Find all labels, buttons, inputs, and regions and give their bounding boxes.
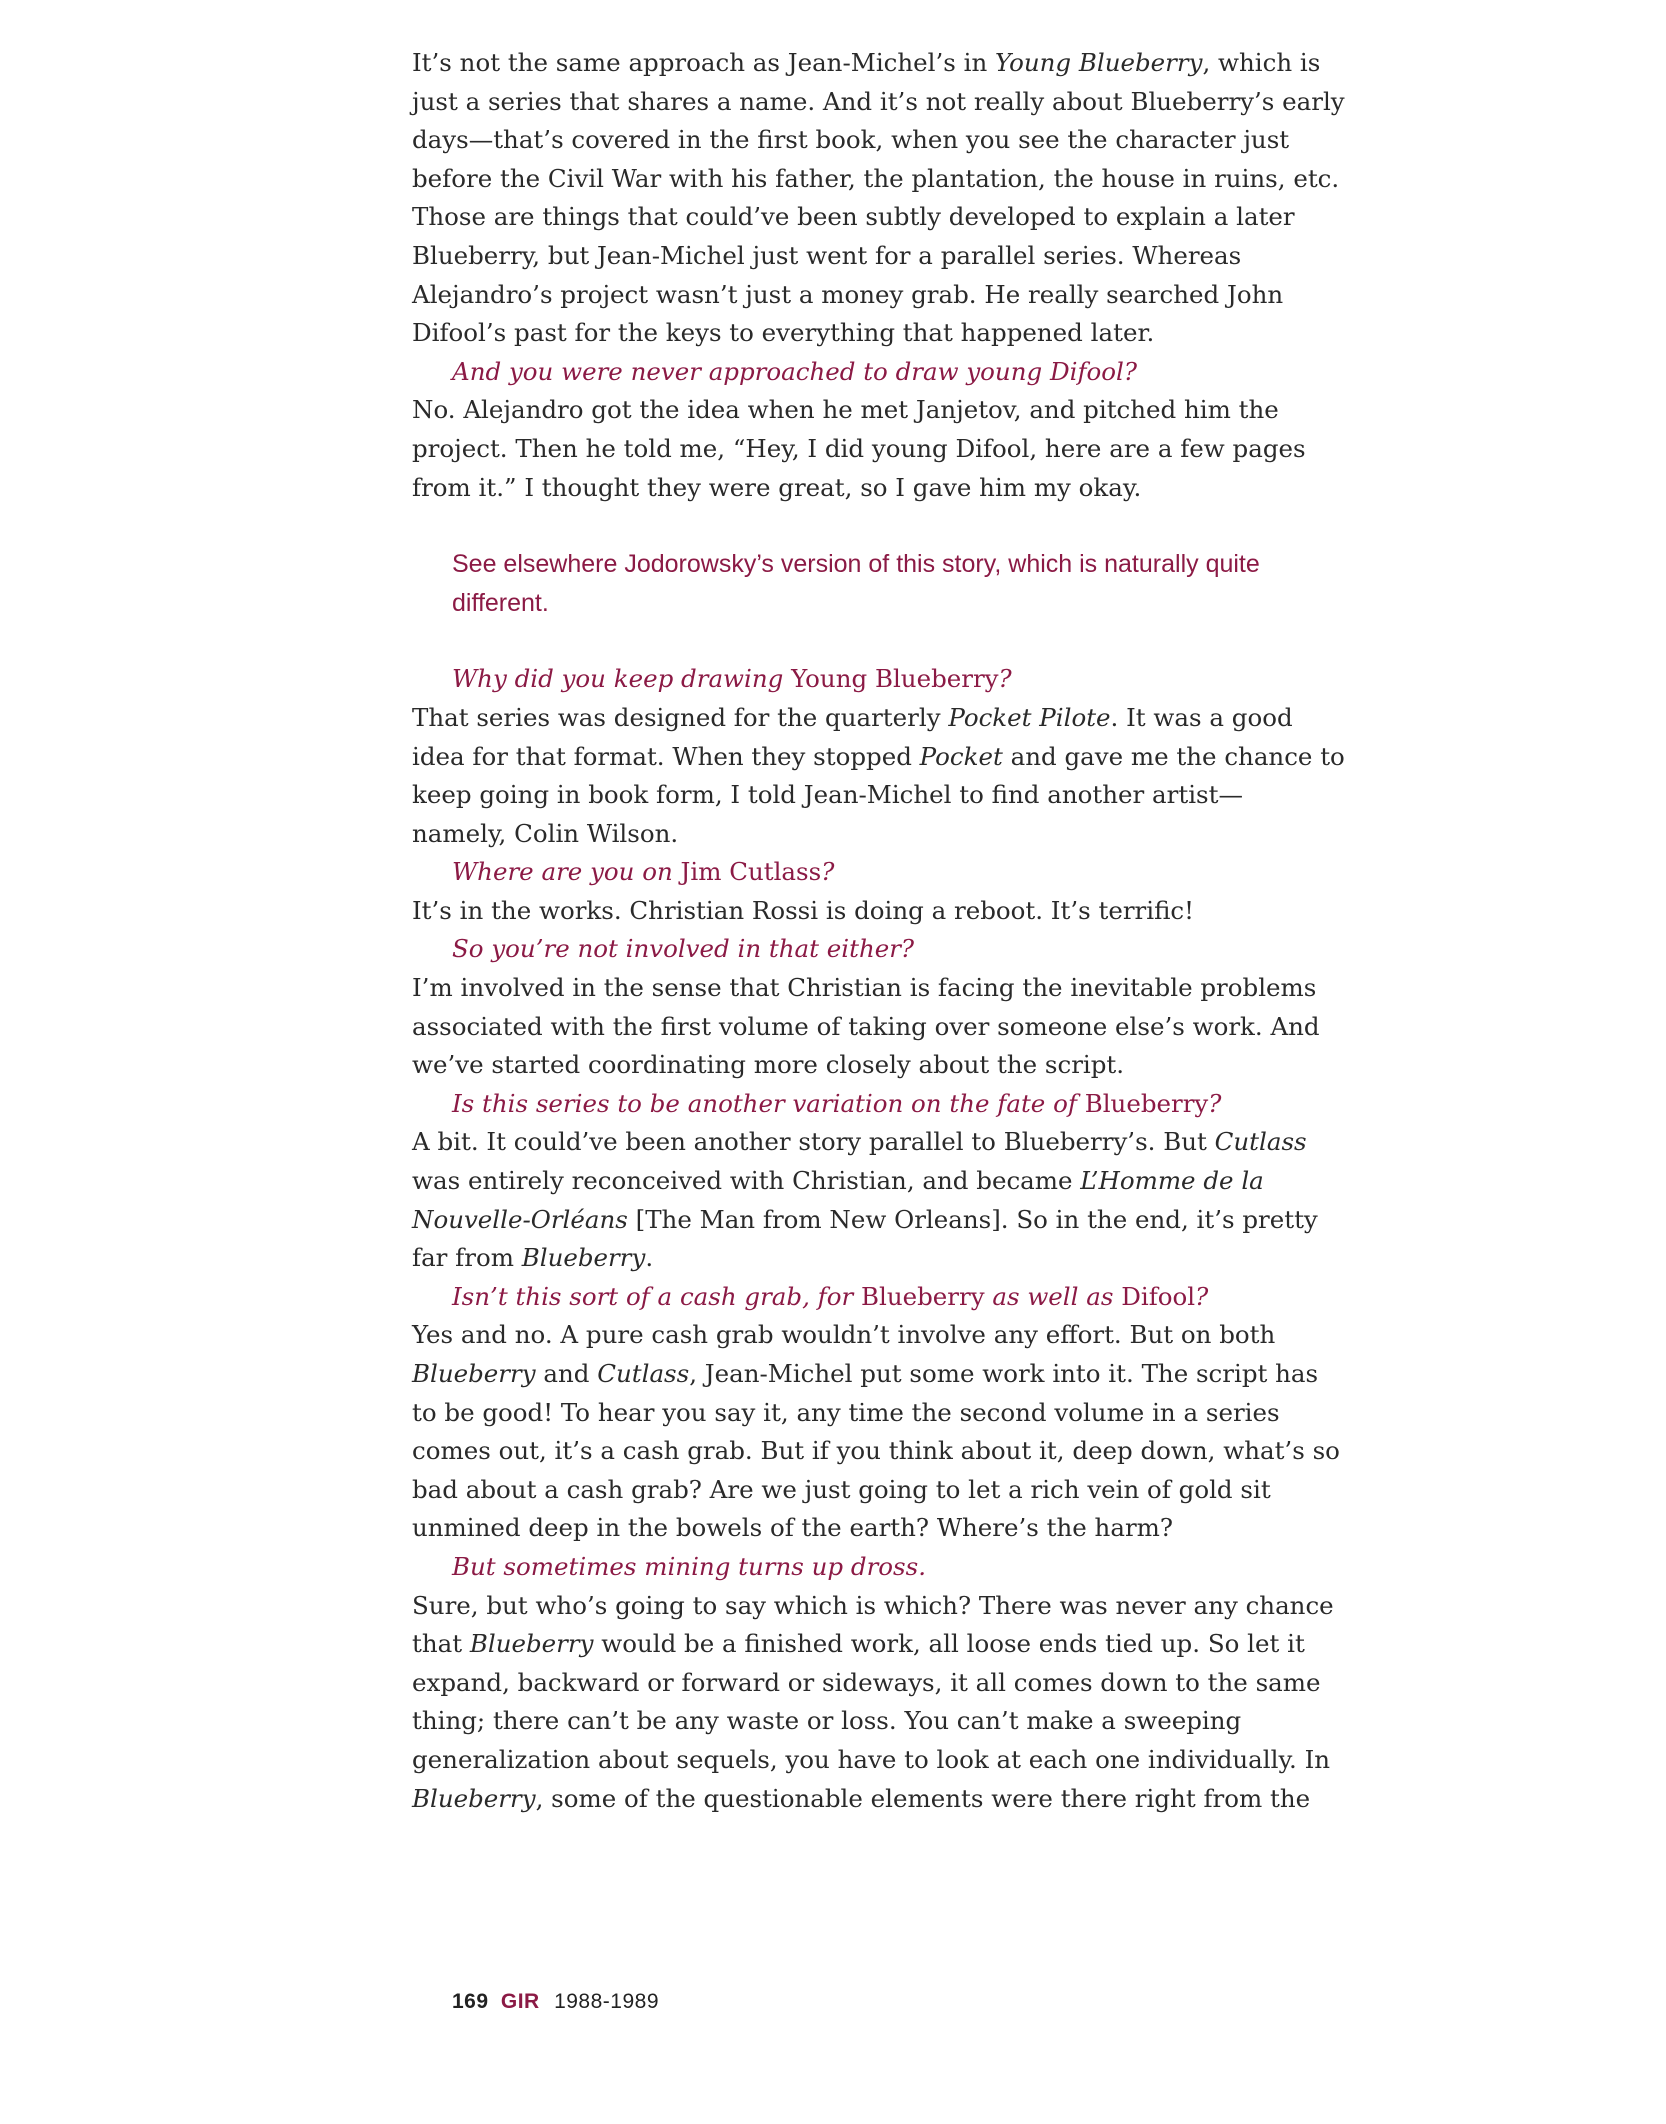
text-run: project. Then he told me, “Hey, I did young Difool, here are a few pages (412, 433, 1306, 463)
question-run: ? (1195, 1281, 1209, 1311)
interview-question (412, 1278, 1352, 1317)
text-run: Alejandro’s project wasn’t just a money grab. He really searched John (412, 279, 1284, 309)
text-run: No. Alejandro got the idea when he met Janjetov, and pitched him the (412, 395, 1279, 425)
interview-question (412, 1085, 1352, 1124)
italic-title: Blueberry (469, 1629, 594, 1659)
text-run: Blueberry, but Jean-Michel just went for a parallel series. Whereas (412, 240, 1242, 270)
text-run: namely, Colin Wilson. (412, 818, 679, 848)
text-run: comes out, it’s a cash grab. But if you think about it, deep down, what’s so (412, 1436, 1340, 1466)
question-run: Isn’t this sort of a cash grab, for (452, 1281, 861, 1311)
text-run: , which is (1202, 48, 1321, 77)
text-run: idea for that format. When they stopped (412, 741, 920, 771)
question-run: Is this series to be another variation on the fate of (452, 1088, 1085, 1118)
body-line (412, 391, 1352, 430)
body-line (412, 699, 1352, 738)
text-run: , some of the questionable elements were there right from the (535, 1783, 1311, 1813)
upright-title: Blueberry (861, 1281, 985, 1311)
upright-title: Blueberry (1084, 1088, 1209, 1118)
body-line (412, 1741, 1352, 1780)
text-run: It’s not the same approach as Jean-Michel’s in (412, 48, 996, 77)
text-run: A bit. It could’ve been another story parallel to Blueberry’s. But (412, 1127, 1215, 1157)
body-line (412, 276, 1352, 315)
body-line (412, 1201, 1352, 1240)
text-run: before the Civil War with his father, the plantation, the house in ruins, etc. (412, 163, 1340, 193)
body-line (412, 1046, 1352, 1085)
text-run: generalization about sequels, you have to look at each one individually. In (412, 1744, 1331, 1774)
question-run: ? (821, 857, 835, 887)
body-line (412, 892, 1352, 931)
text-run: [The Man from New Orleans]. So in the end, it’s pretty (627, 1204, 1318, 1234)
interview-question (412, 660, 1352, 699)
italic-title: Blueberry (521, 1243, 646, 1273)
body-line (412, 121, 1352, 160)
text-run: associated with the first volume of taking over someone else’s work. And (412, 1011, 1320, 1041)
years-label: 1988-1989 (554, 1990, 660, 2013)
body-line (412, 160, 1352, 199)
italic-title: Blueberry (412, 1359, 536, 1388)
text-run: It’s in the works. Christian Rossi is doing a reboot. It’s terrific! (412, 895, 1194, 925)
body-line (412, 1625, 1352, 1664)
italic-title: L’Homme de la (1080, 1166, 1264, 1196)
text-run: Sure, but who’s going to say which is which? There was never any chance (412, 1590, 1334, 1620)
text-run: Those are things that could’ve been subtly developed to explain a later (412, 202, 1295, 232)
text-run: far from (412, 1243, 522, 1273)
text-run: expand, backward or forward or sideways, it all comes down to the same (412, 1667, 1321, 1697)
text-run: just a series that shares a name. And it’s not really about Blueberry’s early (412, 86, 1345, 116)
body-line (412, 237, 1352, 276)
text-run: Difool’s past for the keys to everything that happened later. (412, 318, 1155, 348)
body-line (412, 1162, 1352, 1201)
body-line (412, 44, 1352, 83)
question-run: ? (998, 664, 1012, 694)
italic-title: Blueberry (412, 1783, 536, 1813)
text-run: unmined deep in the bowels of the earth? Where’s the harm? (412, 1513, 1174, 1543)
body-line (412, 1123, 1352, 1162)
text-run: I’m involved in the sense that Christian is facing the inevitable problems (412, 973, 1317, 1003)
italic-title: Young Blueberry (995, 48, 1203, 77)
text-run: , Jean-Michel put some work into it. The script has (689, 1359, 1319, 1388)
body-line (412, 430, 1352, 469)
italic-title: Cutlass (597, 1359, 690, 1388)
text-run: would be a finished work, all loose ends tied up. So let it (593, 1629, 1305, 1659)
body-line (412, 1702, 1352, 1741)
text-run: and gave me the chance to (1002, 741, 1345, 771)
interview-question: And you were never approached to draw young Difool? (452, 356, 1137, 386)
question-run: Why did you keep drawing (452, 664, 792, 694)
body-line (412, 1394, 1352, 1433)
italic-title: Pocket (919, 741, 1003, 771)
body-line (412, 469, 1352, 508)
text-run: from it.” I thought they were great, so I gave him my okay. (412, 472, 1142, 502)
page-footer (452, 1990, 659, 2014)
text-run: Yes and no. A pure cash grab wouldn’t involve any effort. But on both (412, 1320, 1276, 1350)
body-line (412, 1355, 1352, 1394)
text-run: keep going in book form, I told Jean-Michel to find another artist— (412, 780, 1243, 810)
question-run: ? (1208, 1088, 1222, 1118)
article-body (412, 44, 1352, 1818)
text-run: That series was designed for the quarterly (412, 702, 949, 732)
body-line (412, 83, 1352, 122)
text-run: was entirely reconceived with Christian, and became (412, 1166, 1081, 1196)
page-number: 169 (452, 1990, 489, 2013)
interview-question (412, 853, 1352, 892)
body-line (412, 1664, 1352, 1703)
body-line (412, 776, 1352, 815)
body-line (412, 1316, 1352, 1355)
body-line (412, 198, 1352, 237)
editor-note (412, 545, 1352, 622)
body-line (412, 969, 1352, 1008)
italic-title: Nouvelle-Orléans (412, 1204, 628, 1234)
body-line (412, 314, 1352, 353)
text-run: that (412, 1629, 470, 1659)
body-line (412, 1509, 1352, 1548)
section-label: GIR (500, 1990, 540, 2013)
text-run: . It was a good (1110, 702, 1293, 732)
editor-note-line: different. (452, 588, 549, 617)
upright-title: Young Blueberry (791, 664, 999, 694)
body-line (412, 1239, 1352, 1278)
body-line (412, 815, 1352, 854)
body-line (412, 1008, 1352, 1047)
interview-question: But sometimes mining turns up dross. (452, 1551, 926, 1581)
text-run: thing; there can’t be any waste or loss. You can’t make a sweeping (412, 1706, 1242, 1736)
text-run: to be good! To hear you say it, any time the second volume in a series (412, 1397, 1280, 1427)
question-run: Where are you on (452, 857, 681, 887)
italic-title: Pocket Pilote (948, 702, 1111, 732)
text-run: bad about a cash grab? Are we just going to let a rich vein of gold sit (412, 1474, 1271, 1504)
body-line (412, 1780, 1352, 1819)
text-run: . (645, 1243, 654, 1273)
text-run: we’ve started coordinating more closely about the script. (412, 1050, 1125, 1080)
body-line (412, 1471, 1352, 1510)
question-run: as well as (984, 1281, 1122, 1311)
editor-note-line: See elsewhere Jodorowsky’s version of this story, which is naturally quite (452, 550, 1260, 579)
text-run: and (535, 1359, 598, 1388)
text-run: days—that’s covered in the first book, when you see the character just (412, 125, 1290, 155)
body-line (412, 1432, 1352, 1471)
upright-title: Difool (1121, 1281, 1196, 1311)
upright-title: Jim Cutlass (680, 857, 822, 887)
italic-title: Cutlass (1214, 1127, 1307, 1157)
interview-question: So you’re not involved in that either? (452, 934, 915, 964)
body-line (412, 1587, 1352, 1626)
body-line (412, 738, 1352, 777)
